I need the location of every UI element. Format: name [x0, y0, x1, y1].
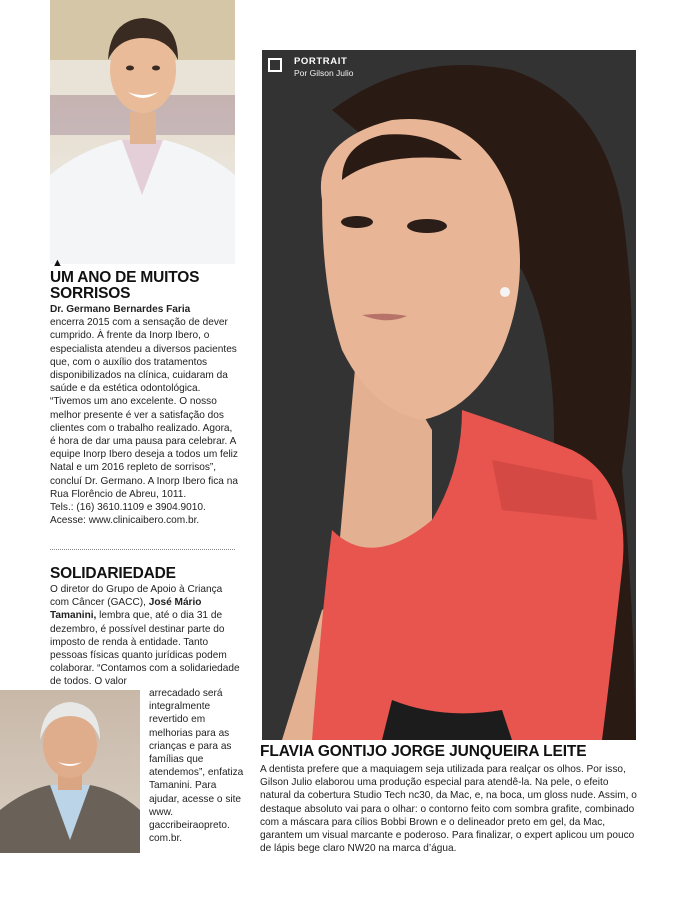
article1-body — [50, 303, 240, 527]
article2-headline: SOLIDARIEDADE — [50, 565, 176, 582]
article2-body-continued: arrecadado será integralmente revertido em melhorias para as crianças e para as famílias que atendemos”, enfatiza Tamanini. Para ajudar, acesse o site www. gaccribeiraopreto. com.br. — [149, 688, 244, 845]
article1-website: Acesse: www.clinicaibero.com.br. — [50, 515, 200, 527]
article1-lead-name: Dr. Germano Bernardes Faria — [50, 304, 191, 315]
article1-headline: UM ANO DE MUITOS SORRISOS — [50, 269, 200, 302]
article2-body — [50, 583, 242, 689]
article2-name: José Mário Tamanini, — [50, 597, 202, 622]
arrow-up-icon: ▲ — [52, 257, 63, 269]
portrait-label-title: PORTRAIT — [294, 56, 348, 67]
germano-illustration — [50, 0, 235, 264]
article2-text-a: O diretor do Grupo de Apoio à Criança com Câncer (GACC), — [50, 584, 223, 609]
tamanini-illustration — [0, 690, 140, 853]
article2-text-b: lembra que, até o dia 31 de dezembro, é possível destinar parte do imposto de renda à entidade. Tanto pessoas físicas quanto jurídicas podem colaborar. “Contamos com a solidariedade de todos. O valor — [50, 610, 240, 688]
portrait-photo-credit: Por Gilson Julio — [294, 68, 354, 78]
article1-phones: Tels.: (16) 3610.1109 e 3904.9010. — [50, 502, 206, 514]
photo-portrait-flavia — [262, 50, 636, 740]
portrait-caption-title: FLAVIA GONTIJO JORGE JUNQUEIRA LEITE — [260, 743, 587, 760]
portrait-illustration — [262, 50, 636, 740]
article1-text: encerra 2015 com a sensação de dever cumprido. À frente da Inorp Ibero, o especialista atendeu a diversos pacientes que, com o auxílio dos tratamentos disponibilizados na clínica, cuidaram da saúde e da estética odontológica. “Tivemos um ano excelente. O nosso melhor presente é ver a satisfação dos clientes com o trabalho realizado. Agora, é hora de dar uma pausa para celebrar. A equipe Inorp Ibero deseja a todos um feliz Natal e um 2016 repleto de sorrisos”, concluí Dr. Germano. A Inorp Ibero fica na Rua Florêncio de Abreu, 1011. — [50, 317, 238, 500]
portrait-caption-text: A dentista prefere que a maquiagem seja utilizada para realçar os olhos. Por isso, Gilson Julio elaborou uma produção especial para atendê-la. Na pele, o efeito natural da cobertura Studio Tech nc30, da Mac, e, na boca, um gloss nude. Assim, o destaque absoluto vai para o olhar: o contorno feito com sombra grafite, combinado com a máscara para cílios Bobbi Brown e o delineador preto em gel, da Mac, garantem um visual marcante e poderoso. Para finalizar, o expert aplicou um pouco de lápis bege claro NW20 na marca d’água. — [260, 764, 637, 855]
section-divider — [50, 549, 235, 550]
photo-jose-mario-tamanini — [0, 690, 140, 853]
square-outline-icon — [268, 58, 282, 72]
photo-germano-bernardes-faria — [50, 0, 235, 264]
